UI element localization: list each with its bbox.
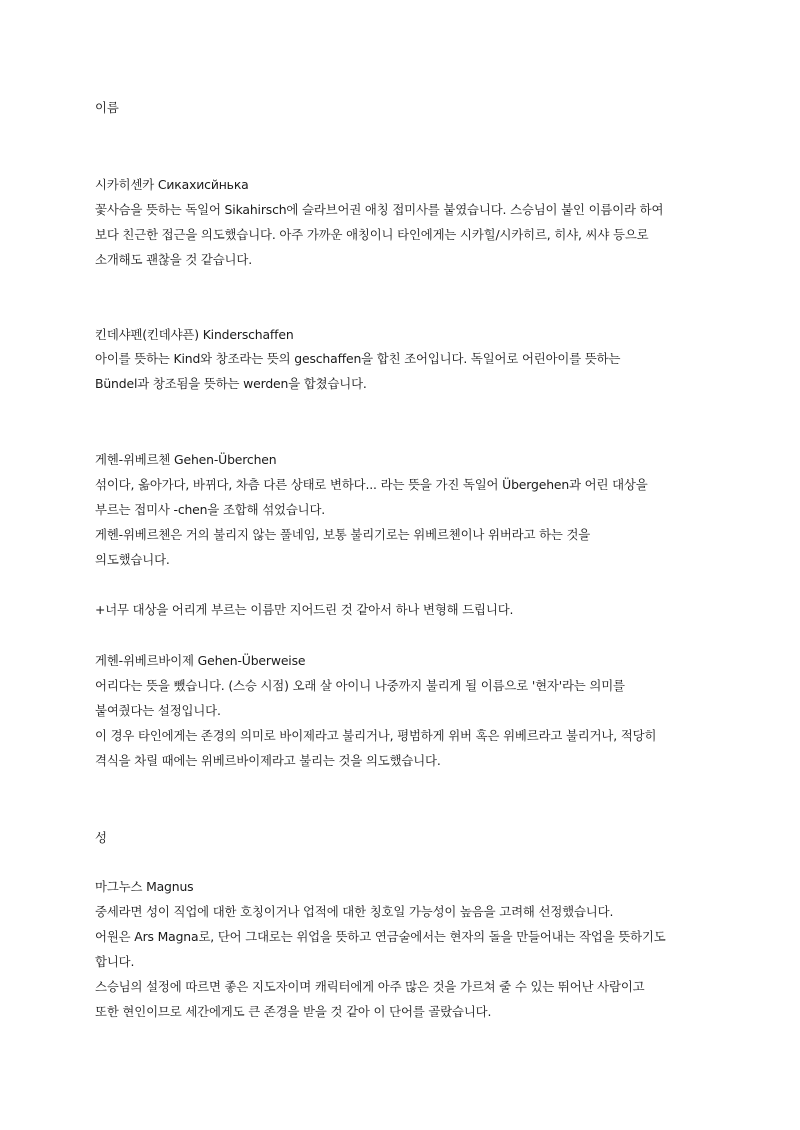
entry-line: 격식을 차릴 때에는 위베르바이제라고 불리는 것을 의도했습니다. bbox=[95, 753, 441, 768]
entry-line: 이 경우 타인에게는 존경의 의미로 바이제라고 불리거나, 평범하게 위버 혹은 위베르라고 불리거나, 적당히 bbox=[95, 728, 657, 743]
entry-line: 꽃사슴을 뜻하는 독일어 Sikahirsch에 슬라브어권 애칭 접미사를 붙였습니다. 스승님이 붙인 이름이라 하여 bbox=[95, 202, 664, 217]
entry-line: 중세라면 성이 직업에 대한 호칭이거나 업적에 대한 칭호일 가능성이 높음을 고려해 선정했습니다. bbox=[95, 904, 614, 919]
entry-line: 의도했습니다. bbox=[95, 552, 170, 567]
first-name-section-heading: 이름 bbox=[95, 100, 119, 115]
entry-line: 게헨-위베르첸은 거의 불리지 않는 풀네임, 보통 불리기로는 위베르첸이나 위버라고 하는 것을 bbox=[95, 527, 591, 542]
entry-line: 소개해도 괜찮을 것 같습니다. bbox=[95, 252, 252, 267]
entry-title: 시카히센카 Сикахисйнька bbox=[95, 177, 249, 192]
last-name-section-heading: 성 bbox=[95, 830, 107, 845]
entry-title: 게헨-위베르첸 Gehen-Überchen bbox=[95, 452, 277, 467]
entry-line: 부르는 접미사 -chen을 조합해 섞었습니다. bbox=[95, 502, 326, 517]
entry-title: 게헨-위베르바이제 Gehen-Überweise bbox=[95, 653, 306, 668]
entry-line: Bündel과 창조됨을 뜻하는 werden을 합쳤습니다. bbox=[95, 376, 367, 391]
entry-line: 보다 친근한 접근을 의도했습니다. 아주 가까운 애칭이니 타인에게는 시카힐/시카히르, 히샤, 씨샤 등으로 bbox=[95, 227, 649, 242]
entry-line: 섞이다, 옮아가다, 바뀌다, 차츰 다른 상태로 변하다... 라는 뜻을 가진 독일어 Übergehen과 어린 대상을 bbox=[95, 477, 648, 492]
entry-line: 스승님의 설정에 따르면 좋은 지도자이며 캐릭터에게 아주 많은 것을 가르쳐 줄 수 있는 뛰어난 사람이고 bbox=[95, 979, 645, 994]
entry-line: 합니다. bbox=[95, 954, 135, 969]
entry-line: 붙여줬다는 설정입니다. bbox=[95, 703, 221, 718]
entry-title: 킨데샤펜(킨데샤픈) Kinderschaffen bbox=[95, 327, 294, 342]
entry-line: 또한 현인이므로 세간에게도 큰 존경을 받을 것 같아 이 단어를 골랐습니다. bbox=[95, 1004, 492, 1019]
entry-title: 마그누스 Magnus bbox=[95, 879, 194, 894]
entry-line: 어리다는 뜻을 뺐습니다. (스승 시점) 오래 살 아이니 나중까지 불리게 될 이름으로 '현자'라는 의미를 bbox=[95, 678, 625, 693]
entry-line: 아이를 뜻하는 Kind와 창조라는 뜻의 geschaffen을 합친 조어입니다. 독일어로 어린아이를 뜻하는 bbox=[95, 351, 621, 366]
entry-line: 어원은 Ars Magna로, 단어 그대로는 위업을 뜻하고 연금술에서는 현자의 돌을 만들어내는 작업을 뜻하기도 bbox=[95, 929, 666, 944]
entry-note: +너무 대상을 어리게 부르는 이름만 지어드린 것 같아서 하나 변형해 드립니다. bbox=[95, 602, 514, 617]
